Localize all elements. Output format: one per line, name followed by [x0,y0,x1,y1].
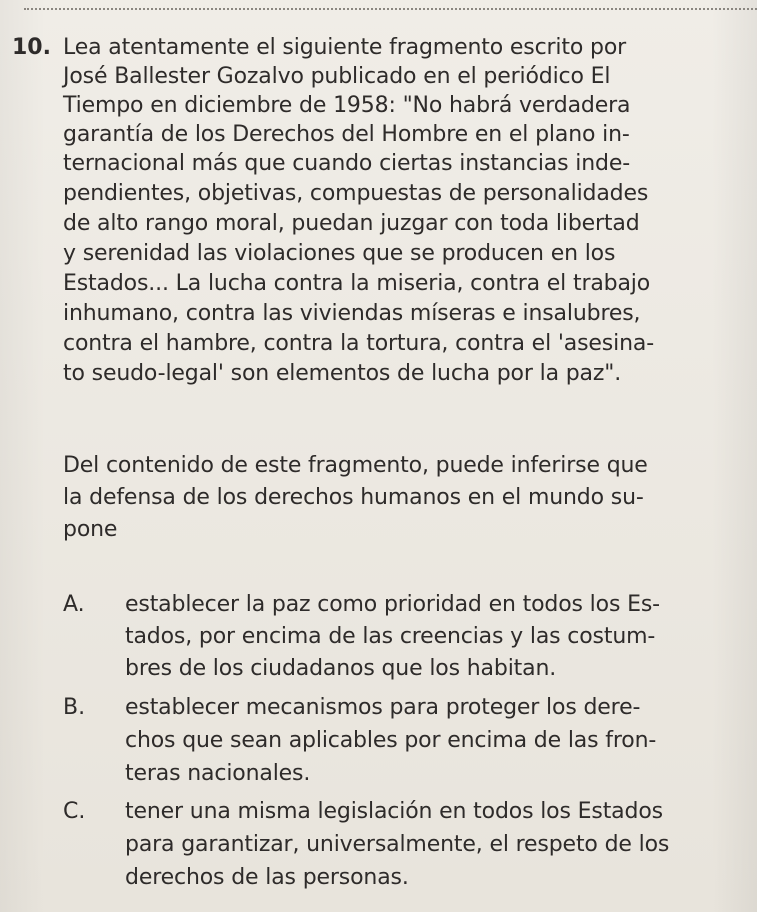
stem-line: pendientes, objetivas, compuestas de personalidades [63,181,649,206]
option-line: chos que sean aplicables por encima de las fron- [125,728,657,753]
option-line: bres de los ciudadanos que los habitan. [125,656,557,681]
dotted-divider [24,8,757,10]
stem-line: Lea atentamente el siguiente fragmento escrito por [63,35,627,60]
stem-line: garantía de los Derechos del Hombre en el plano in- [63,122,630,147]
option-line: establecer la paz como prioridad en todos los Es- [125,592,660,617]
option-line: teras nacionales. [125,761,311,786]
stem-line: ternacional más que cuando ciertas instancias inde- [63,151,631,176]
stem-line: inhumano, contra las viviendas míseras e insalubres, [63,301,641,326]
stem-line: to seudo-legal' son elementos de lucha por la paz". [63,361,622,386]
stem-line: Tiempo en diciembre de 1958: "No habrá verdadera [63,93,631,118]
option-letter: C. [63,799,86,824]
option-line: establecer mecanismos para proteger los dere- [125,695,641,720]
prompt-line: Del contenido de este fragmento, puede inferirse que [63,453,648,478]
option-letter: A. [63,592,85,617]
option-line: derechos de las personas. [125,865,409,890]
option-line: para garantizar, universalmente, el respeto de los [125,832,670,857]
stem-line: José Ballester Gozalvo publicado en el periódico El [63,64,611,89]
prompt-line: la defensa de los derechos humanos en el mundo su- [63,485,644,510]
stem-line: y serenidad las violaciones que se producen en los [63,241,616,266]
prompt-line: pone [63,517,118,542]
option-letter: B. [63,695,86,720]
option-line: tados, por encima de las creencias y las costum- [125,624,656,649]
option-line: tener una misma legislación en todos los Estados [125,799,663,824]
stem-line: Estados... La lucha contra la miseria, contra el trabajo [63,271,651,296]
stem-line: contra el hambre, contra la tortura, contra el 'asesina- [63,331,654,356]
question-number: 10. [12,35,51,60]
stem-line: de alto rango moral, puedan juzgar con toda libertad [63,211,640,236]
